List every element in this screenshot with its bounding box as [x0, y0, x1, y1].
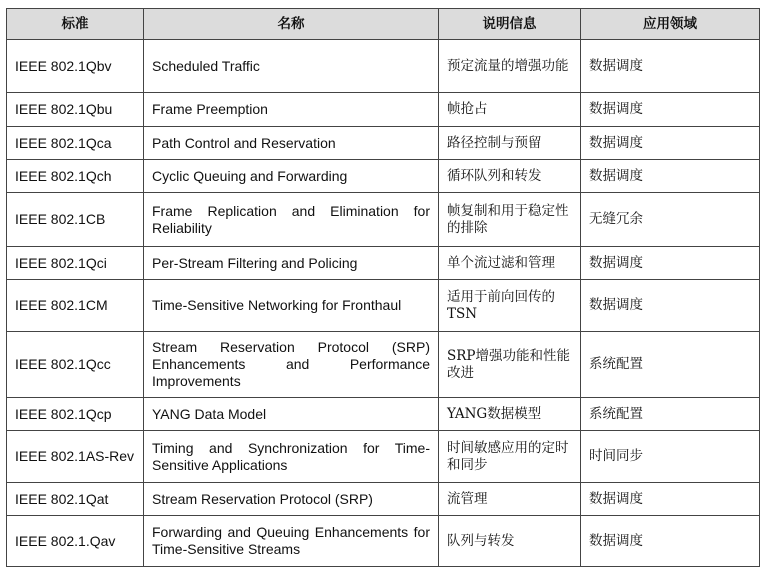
cell-name: Stream Reservation Protocol (SRP): [144, 483, 439, 516]
cell-name: Time-Sensitive Networking for Fronthaul: [144, 280, 439, 332]
table-row: [7, 193, 760, 247]
cell-description: 预定流量的增强功能: [439, 40, 581, 93]
cell-application: 系统配置: [581, 398, 760, 431]
cell-description: 时间敏感应用的定时和同步: [439, 431, 581, 483]
cell-description: 流管理: [439, 483, 581, 516]
header-name: 名称: [144, 9, 439, 40]
header-application: 应用领域: [581, 9, 760, 40]
cell-standard: IEEE 802.1Qbu: [7, 93, 144, 127]
table-header-row: [7, 9, 760, 40]
cell-description: 循环队列和转发: [439, 160, 581, 193]
cell-application: 无缝冗余: [581, 193, 760, 247]
cell-standard: IEEE 802.1Qca: [7, 127, 144, 160]
cell-description: 单个流过滤和管理: [439, 247, 581, 280]
cell-name: Frame Replication and Elimination for Reliability: [144, 193, 439, 247]
cell-standard: IEEE 802.1Qcc: [7, 332, 144, 398]
cell-application: 数据调度: [581, 127, 760, 160]
cell-standard: IEEE 802.1Qcp: [7, 398, 144, 431]
table-row: [7, 247, 760, 280]
table-row: [7, 127, 760, 160]
cell-application: 数据调度: [581, 93, 760, 127]
table-row: [7, 332, 760, 398]
cell-description: YANG数据模型: [439, 398, 581, 431]
cell-name: YANG Data Model: [144, 398, 439, 431]
table-row: [7, 398, 760, 431]
cell-application: 时间同步: [581, 431, 760, 483]
table-row: [7, 516, 760, 567]
standards-table: [6, 8, 760, 567]
cell-name: Cyclic Queuing and Forwarding: [144, 160, 439, 193]
cell-name: Per-Stream Filtering and Policing: [144, 247, 439, 280]
cell-description: 适用于前向回传的TSN: [439, 280, 581, 332]
cell-standard: IEEE 802.1Qch: [7, 160, 144, 193]
table-row: [7, 160, 760, 193]
cell-standard: IEEE 802.1CM: [7, 280, 144, 332]
cell-application: 数据调度: [581, 247, 760, 280]
cell-application: 数据调度: [581, 516, 760, 567]
cell-application: 数据调度: [581, 160, 760, 193]
cell-description: 帧复制和用于稳定性的排除: [439, 193, 581, 247]
cell-name: Timing and Synchronization for Time-Sensitive Applications: [144, 431, 439, 483]
cell-standard: IEEE 802.1Qci: [7, 247, 144, 280]
cell-standard: IEEE 802.1CB: [7, 193, 144, 247]
cell-standard: IEEE 802.1Qat: [7, 483, 144, 516]
table-row: [7, 431, 760, 483]
cell-standard: IEEE 802.1AS-Rev: [7, 431, 144, 483]
cell-application: 数据调度: [581, 40, 760, 93]
cell-standard: IEEE 802.1Qbv: [7, 40, 144, 93]
cell-name: Forwarding and Queuing Enhancements for Time-Sensitive Streams: [144, 516, 439, 567]
table-row: [7, 40, 760, 93]
cell-description: 帧抢占: [439, 93, 581, 127]
cell-description: 路径控制与预留: [439, 127, 581, 160]
cell-standard: IEEE 802.1.Qav: [7, 516, 144, 567]
table-row: [7, 483, 760, 516]
cell-name: Stream Reservation Protocol (SRP) Enhancements and Performance Improvements: [144, 332, 439, 398]
cell-description: 队列与转发: [439, 516, 581, 567]
standards-table-wrapper: [6, 8, 760, 567]
header-standard: 标准: [7, 9, 144, 40]
cell-description: SRP增强功能和性能改进: [439, 332, 581, 398]
cell-name: Scheduled Traffic: [144, 40, 439, 93]
cell-application: 系统配置: [581, 332, 760, 398]
cell-name: Path Control and Reservation: [144, 127, 439, 160]
cell-name: Frame Preemption: [144, 93, 439, 127]
table-row: [7, 93, 760, 127]
cell-application: 数据调度: [581, 280, 760, 332]
table-row: [7, 280, 760, 332]
header-description: 说明信息: [439, 9, 581, 40]
cell-application: 数据调度: [581, 483, 760, 516]
